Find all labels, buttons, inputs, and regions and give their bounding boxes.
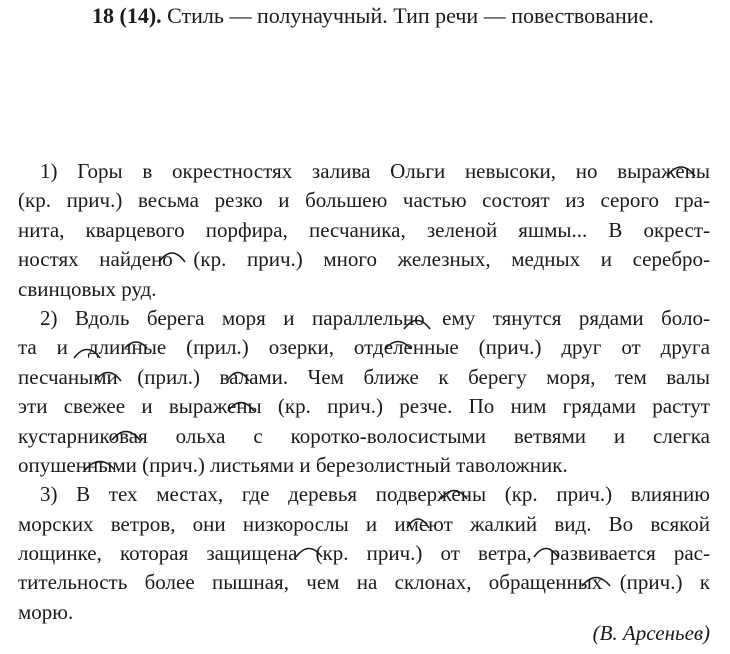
exercise-title: Стиль — полунаучный. Тип речи — повествование.	[167, 3, 654, 28]
text-line: 3) В тех местах, где деревья подвержены (кр. прич.) влиянию	[40, 482, 710, 507]
text-line: ностях найдено (кр. прич.) много железных, медных и серебро-	[18, 247, 710, 272]
text-line: 2) Вдоль берега моря и параллельно ему тянутся рядами боло-	[40, 305, 710, 330]
text-line: (кр. прич.) весьма резко и большею частью состоят из серого гра-	[18, 188, 710, 213]
text-line: нита, кварцевого порфира, песчаника, зеленой яшмы... В окрест-	[18, 217, 710, 242]
text-line: опушенными (прич.) листьями и березолистный таволожник.	[18, 452, 568, 477]
exercise-heading	[92, 2, 654, 30]
author-attribution: (В. Арсеньев)	[592, 621, 710, 645]
text-line: песчаными (прил.) валами. Чем ближе к берегу моря, тем валы	[18, 364, 710, 389]
paragraph-2	[18, 304, 710, 480]
text-line: 1) Горы в окрестностях залива Ольги невысоки, но выражены	[40, 159, 710, 183]
exercise-number: 18 (14).	[92, 3, 162, 28]
text-line: эти свежее и выражены (кр. прич.) резче. По ним грядами растут	[18, 394, 710, 419]
text-line: свинцовых руд.	[18, 276, 157, 301]
text-line: та и длинные (прил.) озерки, отделенные (прич.) друг от друга	[18, 335, 710, 360]
paragraph-1	[18, 157, 710, 304]
text-line: морю.	[18, 599, 74, 624]
exercise-text	[18, 157, 710, 627]
text-line: морских ветров, они низкорослы и имеют жалкий вид. Во всякой	[18, 511, 710, 536]
text-line: лощинке, которая защищена (кр. прич.) от ветра, развивается рас-	[18, 541, 710, 566]
text-line: кустарниковая ольха с коротко-волосистыми ветвями и слегка	[18, 423, 710, 448]
paragraph-3	[18, 480, 710, 627]
text-line: тительность более пышная, чем на склонах, обращенных (прич.) к	[18, 570, 710, 595]
